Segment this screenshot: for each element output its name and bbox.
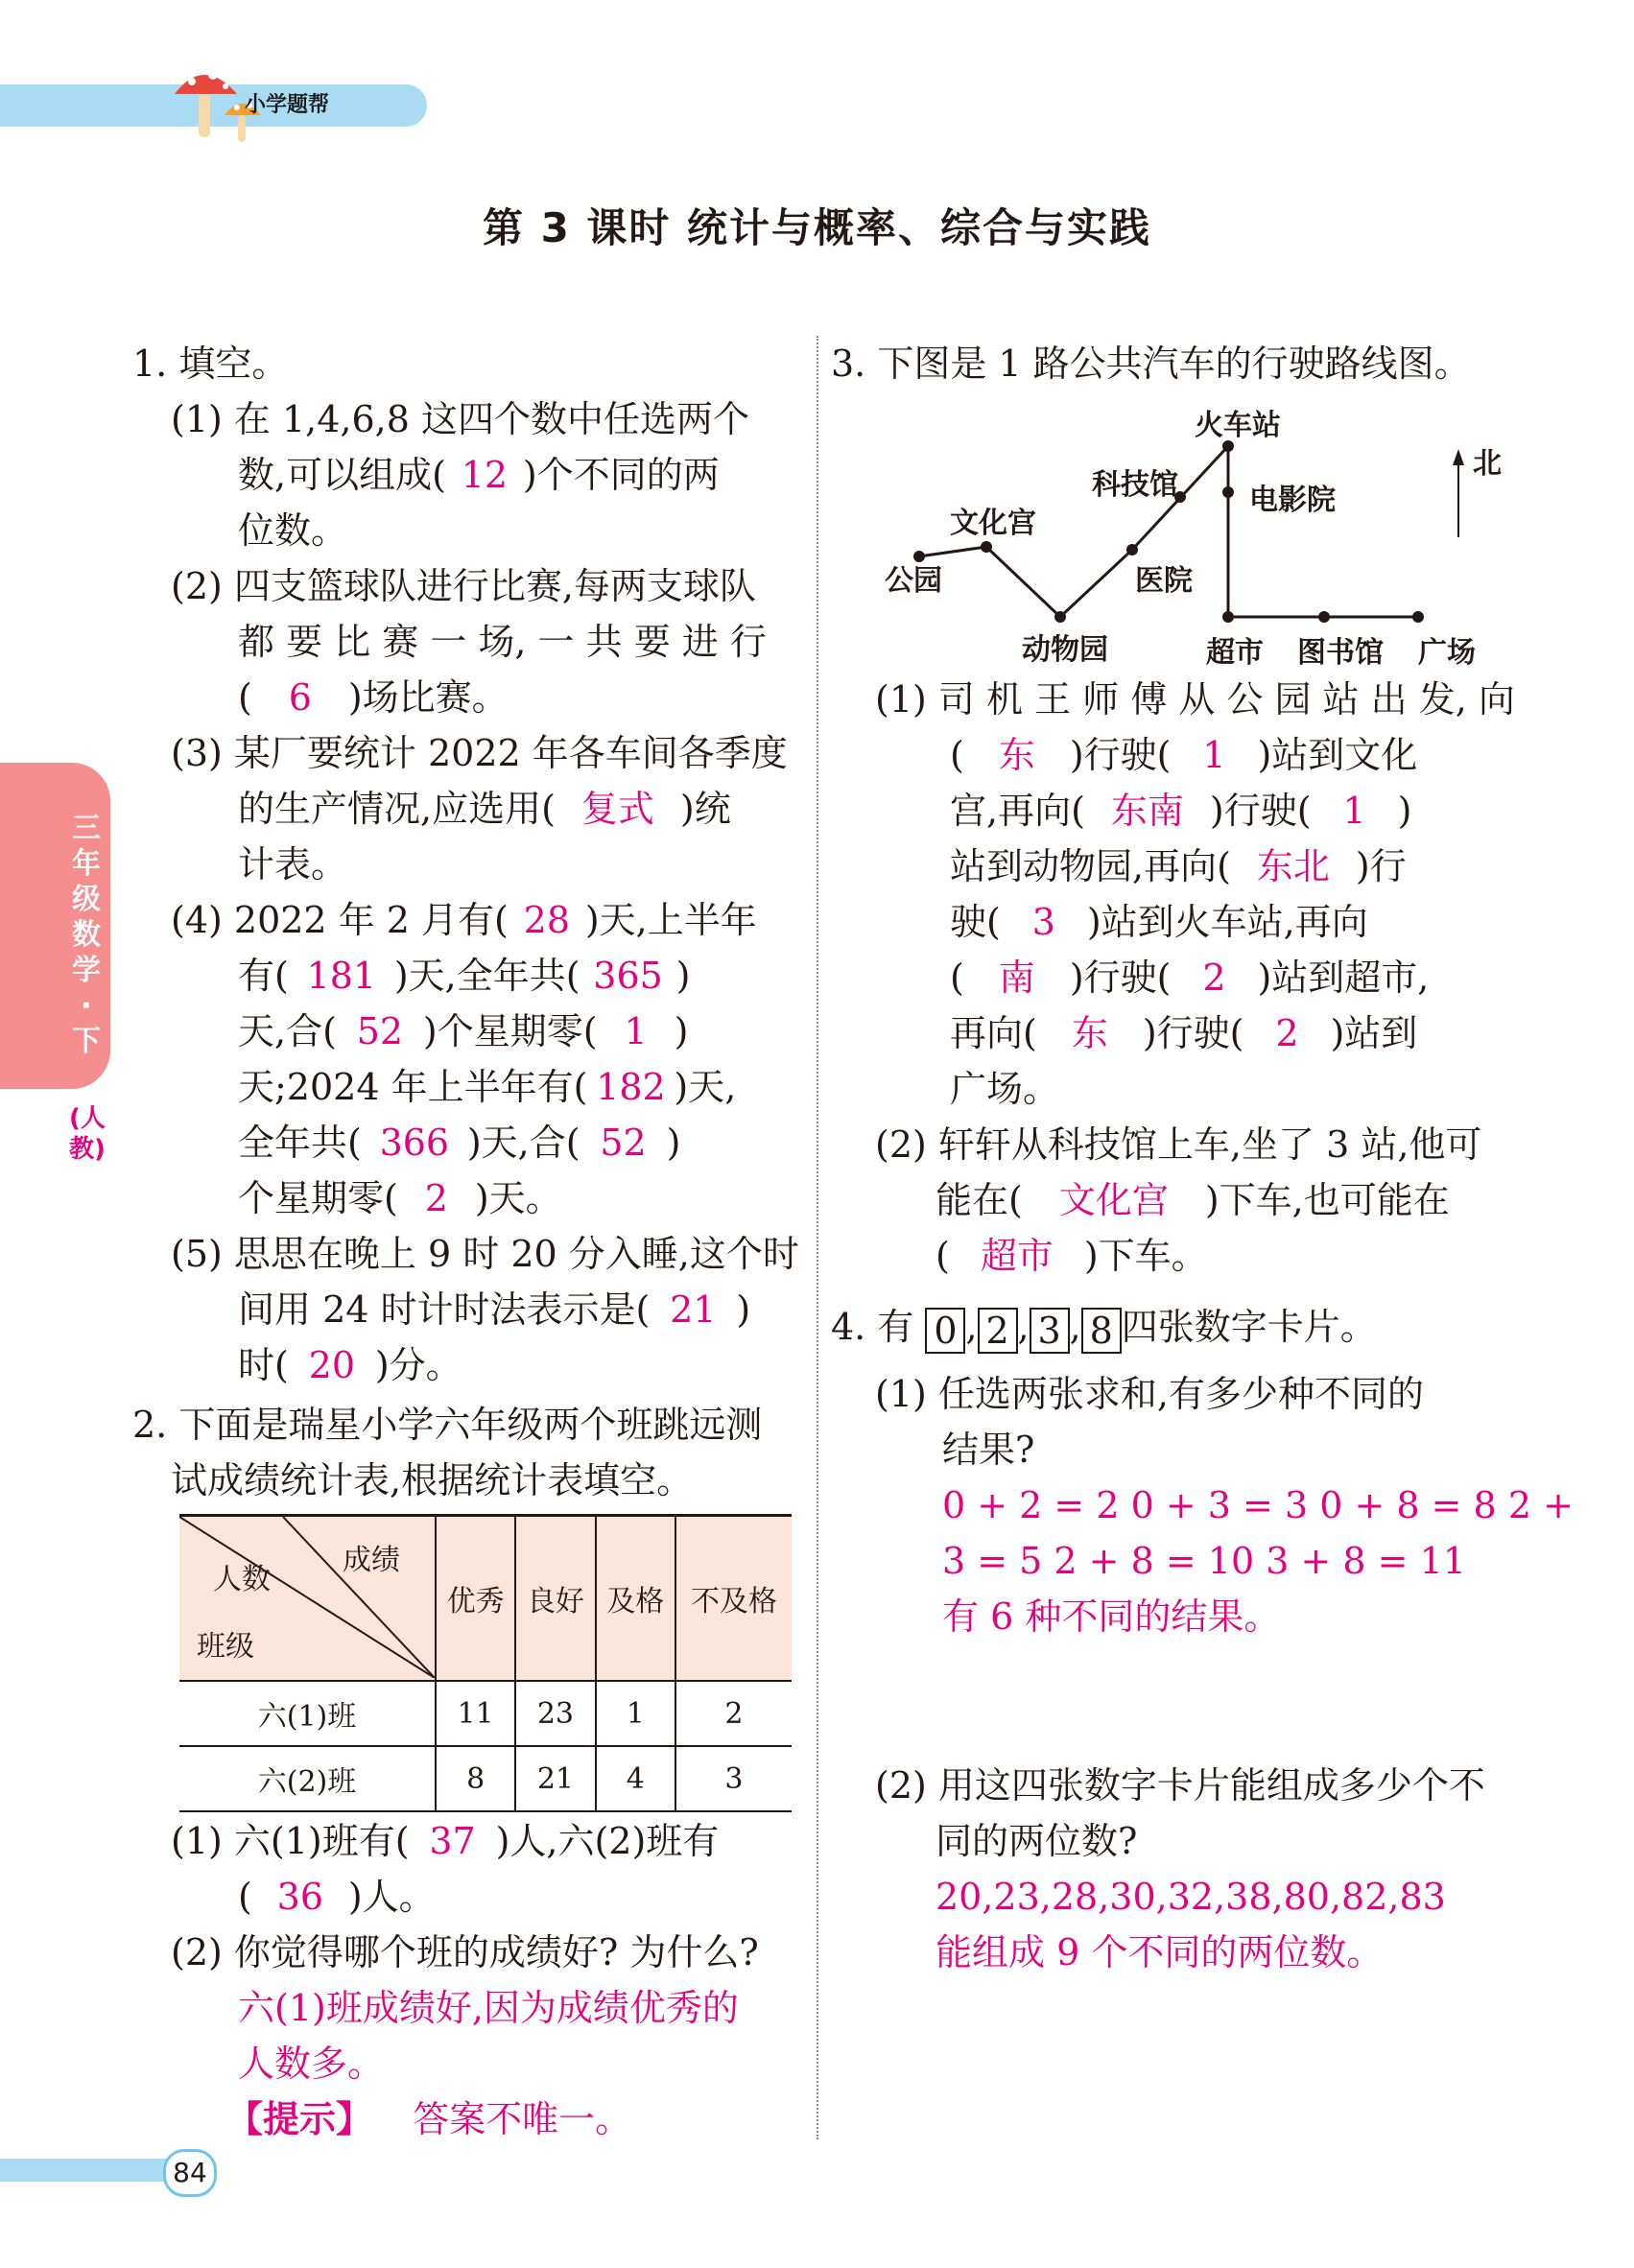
- q1-p3-line3: 计表。: [238, 843, 348, 886]
- side-tab-edition: (人教): [69, 1104, 106, 1164]
- q1-label: 1. 填空。: [132, 343, 289, 385]
- column-header: 优秀: [436, 1516, 515, 1682]
- answer: 1: [624, 1010, 648, 1052]
- column-divider: [817, 336, 818, 2139]
- q2-line1: 2. 下面是瑞星小学六年级两个班跳远测: [132, 1404, 763, 1446]
- answer: 52: [600, 1122, 647, 1164]
- answer: 东北: [1256, 845, 1330, 887]
- q2-p1-line2: ( 36 )人。: [238, 1869, 436, 1925]
- q1-p3-line2: 的生产情况,应选用( 复式 )统: [238, 781, 731, 837]
- column-header: 不及格: [675, 1516, 792, 1682]
- q1-p4-line6: 个星期零( 2 )天。: [238, 1170, 562, 1226]
- answer: 28: [523, 899, 571, 941]
- q3-p1-line6: ( 南 )行驶( 2 )站到超市,: [950, 950, 1429, 1005]
- q2-line2: 试成绩统计表,根据统计表填空。: [171, 1459, 694, 1501]
- diag-top-label: 成绩: [343, 1544, 400, 1577]
- station-label: 公园: [885, 564, 942, 598]
- q4-p1-line2: 结果?: [942, 1429, 1035, 1471]
- q1-p1-line1: (1) 在 1,4,6,8 这四个数中任选两个: [171, 398, 750, 440]
- hint-text: 答案不唯一。: [413, 2098, 632, 2140]
- table-cell: 1: [596, 1681, 675, 1746]
- q1-p5-line2: 间用 24 时计时法表示是( 21 ): [238, 1282, 750, 1337]
- answer: 东: [998, 734, 1035, 776]
- digit-card: 0: [925, 1308, 965, 1354]
- station-label: 动物园: [1022, 633, 1108, 667]
- q4-p2-answer-line2: 能组成 9 个不同的两位数。: [935, 1931, 1384, 1973]
- station-label: 电影院: [1249, 484, 1336, 517]
- page-title: 第 3 课时 统计与概率、综合与实践: [482, 204, 1152, 251]
- column-header: 良好: [515, 1516, 595, 1682]
- answer: 36: [276, 1876, 323, 1918]
- answer: 2: [1275, 1012, 1299, 1054]
- digit-card: 2: [978, 1308, 1018, 1354]
- q2-p1-line1: (1) 六(1)班有( 37 )人,六(2)班有: [171, 1813, 719, 1869]
- q1-p4-line4: 天;2024 年上半年有( 182 )天,: [238, 1059, 736, 1115]
- score-table: [179, 1514, 792, 1812]
- answer: 东: [1071, 1012, 1108, 1054]
- q4-p2-answer-line1: 20,23,28,30,32,38,80,82,83: [935, 1876, 1446, 1918]
- q1-p4-line3: 天,合( 52 )个星期零( 1 ): [238, 1004, 688, 1059]
- q2-p2-line1: (2) 你觉得哪个班的成绩好? 为什么?: [171, 1931, 759, 1973]
- q4-p1-answer-line1: 0 + 2 = 2 0 + 3 = 3 0 + 8 = 8 2 +: [942, 1484, 1574, 1526]
- q3-p2-line2: 能在( 文化宫 )下车,也可能在: [935, 1172, 1450, 1228]
- side-tab-grade: 三年级数学·下: [72, 812, 101, 1058]
- q1-p1-line2: 数,可以组成( 12 )个不同的两: [238, 447, 720, 503]
- station-label: 火车站: [1195, 409, 1281, 442]
- answer: 2: [1202, 957, 1226, 999]
- answer: 1: [1202, 734, 1226, 776]
- q3-p1-line4: 站到动物园,再向( 东北 )行: [950, 839, 1407, 894]
- brand-name: 小学题帮: [245, 93, 330, 117]
- table-row: [179, 1746, 792, 1811]
- q3-p1-line8: 广场。: [950, 1068, 1060, 1110]
- hint-label: 【提示】: [226, 2098, 373, 2140]
- station-label: 文化宫: [950, 507, 1036, 540]
- q2-p2-answer-line1: 六(1)班成绩好,因为成绩优秀的: [238, 1987, 739, 2029]
- q4-p1-answer-line3: 有 6 种不同的结果。: [942, 1595, 1281, 1638]
- table-cell: 8: [436, 1746, 515, 1811]
- q4-line1: 4. 有 0 , 2 , 3 , 8 四张数字卡片。: [831, 1306, 1377, 1352]
- station-label: 超市: [1206, 636, 1264, 670]
- table-cell: 23: [515, 1681, 595, 1746]
- table-cell: 3: [675, 1746, 792, 1811]
- q3-p1-line7: 再向( 东 )行驶( 2 )站到: [950, 1005, 1417, 1061]
- answer: 12: [461, 454, 509, 496]
- q1-p5-line1: (5) 思思在晚上 9 时 20 分入睡,这个时: [171, 1233, 799, 1275]
- digit-card: 3: [1030, 1308, 1070, 1354]
- q2-p2-answer-line2: 人数多。: [238, 2043, 385, 2085]
- answer: 21: [670, 1288, 717, 1331]
- q3-p1-line2: ( 东 )行驶( 1 )站到文化: [950, 727, 1417, 783]
- q1-p2-line1: (2) 四支篮球队进行比赛,每两支球队: [171, 565, 756, 607]
- page-number: 84: [163, 2149, 217, 2197]
- q3-p1-line1: (1) 司 机 王 师 傅 从 公 园 站 出 发, 向: [875, 678, 1515, 721]
- answer: 3: [1031, 901, 1055, 943]
- q1-p2-line2: 都 要 比 赛 一 场, 一 共 要 进 行: [238, 621, 767, 663]
- q4-p1-line1: (1) 任选两张求和,有多少种不同的: [875, 1373, 1424, 1415]
- diag-mid-label: 人数: [213, 1563, 271, 1596]
- answer: 37: [429, 1820, 476, 1862]
- q1-p4-line5: 全年共( 366 )天,合( 52 ): [238, 1115, 680, 1170]
- q3-p2-line1: (2) 轩轩从科技馆上车,坐了 3 站,他可: [875, 1123, 1482, 1166]
- north-label: 北: [1473, 447, 1502, 481]
- table-cell: 11: [436, 1681, 515, 1746]
- q3-p2-line3: ( 超市 )下车。: [935, 1228, 1208, 1284]
- answer: 182: [596, 1066, 666, 1108]
- answer: 复式: [580, 788, 654, 830]
- q3-p1-line5: 驶( 3 )站到火车站,再向: [950, 894, 1368, 950]
- answer: 1: [1342, 790, 1366, 832]
- station-label: 图书馆: [1297, 636, 1384, 670]
- answer: 文化宫: [1058, 1179, 1169, 1221]
- q4-p1-answer-line2: 3 = 5 2 + 8 = 10 3 + 8 = 11: [942, 1540, 1466, 1582]
- q3-line1: 3. 下图是 1 路公共汽车的行驶路线图。: [831, 343, 1471, 385]
- q4-p2-line1: (2) 用这四张数字卡片能组成多少个不: [875, 1764, 1485, 1807]
- answer: 20: [308, 1344, 355, 1386]
- table-cell: 4: [596, 1746, 675, 1811]
- table-cell: 2: [675, 1681, 792, 1746]
- table-row: [179, 1681, 792, 1746]
- q4-p2-line2: 同的两位数?: [935, 1820, 1138, 1862]
- q1-p4-line1: (4) 2022 年 2 月有( 28 )天,上半年: [171, 892, 757, 948]
- answer: 181: [306, 955, 377, 997]
- answer: 6: [288, 676, 312, 719]
- column-header: 及格: [596, 1516, 675, 1682]
- q1-p1-line3: 位数。: [238, 509, 348, 552]
- q2-hint: [226, 2091, 631, 2147]
- digit-card: 8: [1081, 1308, 1122, 1354]
- row-name: 六(1)班: [179, 1681, 436, 1746]
- station-label: 科技馆: [1092, 468, 1178, 502]
- q1-p5-line3: 时( 20 )分。: [238, 1337, 462, 1393]
- table-cell: 21: [515, 1746, 595, 1811]
- answer: 东南: [1110, 790, 1184, 832]
- table-diagonal-header: [179, 1516, 436, 1682]
- q1-p2-line3: ( 6 )场比赛。: [238, 670, 509, 725]
- answer: 超市: [980, 1235, 1054, 1277]
- q1-p3-line1: (3) 某厂要统计 2022 年各车间各季度: [171, 732, 788, 774]
- station-label: 医院: [1135, 564, 1193, 598]
- station-label: 广场: [1418, 636, 1476, 670]
- answer: 365: [593, 955, 663, 997]
- q3-p1-line3: 宫,再向( 东南 )行驶( 1 ): [950, 783, 1411, 839]
- answer: 2: [424, 1177, 448, 1219]
- answer: 52: [356, 1010, 404, 1052]
- q1-p4-line2: 有( 181 )天,全年共( 365 ): [238, 948, 690, 1004]
- row-name: 六(2)班: [179, 1746, 436, 1811]
- diag-bottom-label: 班级: [197, 1630, 254, 1664]
- answer: 南: [998, 957, 1035, 999]
- answer: 366: [379, 1122, 450, 1164]
